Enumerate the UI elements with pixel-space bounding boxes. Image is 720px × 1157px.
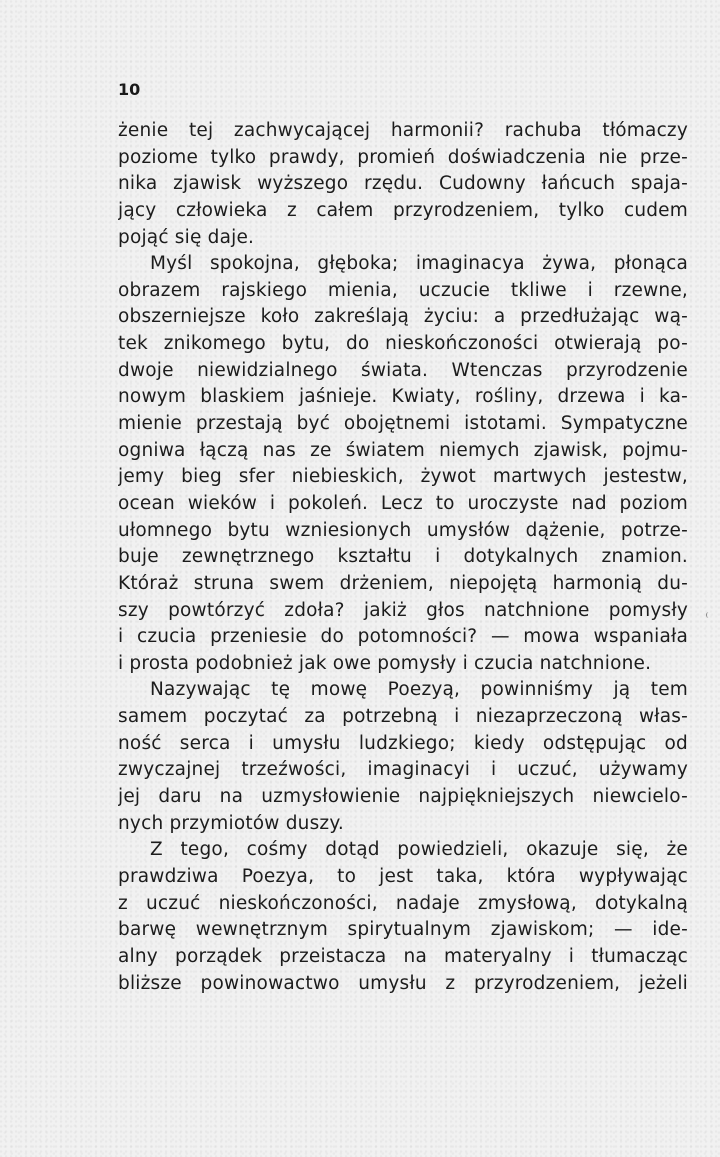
text-line: tek znikomego bytu, do nieskończoności otwierają po- [118,333,688,355]
text-line: pojąć się daje. [118,226,255,248]
text-line: jemy bieg sfer niebieskich, żywot martwych jestestw, [118,466,688,488]
paragraph [118,118,688,251]
text-line: samem poczytać za potrzebną i niezaprzeczoną włas- [118,706,688,728]
text-line: i czucia przeniesie do potomności? — mowa wspaniała [118,626,688,648]
text-line: nowym blaskiem jaśnieje. Kwiaty, rośliny, drzewa i ka- [118,386,688,408]
text-line: obszerniejsze koło zakreślają życiu: a przedłużając wą- [118,306,688,328]
text-line: i prosta podobnież jak owe pomysły i czucia natchnione. [118,652,652,674]
paragraph [118,677,688,837]
text-line: ułomnego bytu wzniesionych umysłów dążenie, potrze- [118,519,688,541]
text-line: Któraż struna swem drżeniem, niepojętą harmonią du- [118,572,688,594]
text-line: buje zewnętrznego kształtu i dotykalnych znamion. [118,546,688,568]
text-line: zwyczajnej trzeźwości, imaginacyi i uczuć, używamy [118,759,688,781]
text-line: nika zjawisk wyższego rzędu. Cudowny łańcuch spaja- [118,173,688,195]
text-line: prawdziwa Poezya, to jest taka, która wypływając [118,865,688,887]
text-line: Z tego, cośmy dotąd powiedzieli, okazuje się, że [150,839,688,861]
text-line: jej daru na uzmysłowienie najpiękniejszych niewcielo- [118,786,688,808]
text-line: Myśl spokojna, głęboka; imaginacya żywa, płonąca [150,253,688,275]
text-line: dwoje niewidzialnego świata. Wtenczas przyrodzenie [118,359,688,381]
paragraph [118,251,688,677]
text-line: z uczuć nieskończoności, nadaje zmysłową, dotykalną [118,892,688,914]
text-line: ogniwa łączą nas ze światem niemych zjawisk, pojmu- [118,439,688,461]
text-line: Nazywając tę mowę Poezyą, powinniśmy ją tem [150,679,688,701]
text-line: obrazem rajskiego mienia, uczucie tkliwe i rzewne, [118,279,688,301]
text-line: żenie tej zachwycającej harmonii? rachuba tłómaczy [118,120,688,141]
text-line: alny porządek przeistacza na materyalny i tłumacząc [118,945,688,967]
margin-speck [706,612,711,618]
text-line: bliższe powinowactwo umysłu z przyrodzeniem, jeżeli [118,972,688,994]
text-line: poziome tylko prawdy, promień doświadczenia nie prze- [118,146,688,168]
body-text [118,118,688,997]
text-line: mienie przestają być obojętnemi istotami. Sympatyczne [118,413,688,435]
paragraph [118,837,688,997]
text-line: nych przymiotów duszy. [118,812,344,834]
page-number: 10 [118,80,141,99]
text-line: jący człowieka z całem przyrodzeniem, tylko cudem [118,199,688,221]
text-line: barwę wewnętrznym spirytualnym zjawiskom; — ide- [118,919,688,941]
text-line: ocean wieków i pokoleń. Lecz to uroczyste nad poziom [118,492,688,514]
text-line: szy powtórzyć zdoła? jakiż głos natchnione pomysły [118,599,688,621]
text-line: ność serca i umysłu ludzkiego; kiedy odstępując od [118,732,688,754]
